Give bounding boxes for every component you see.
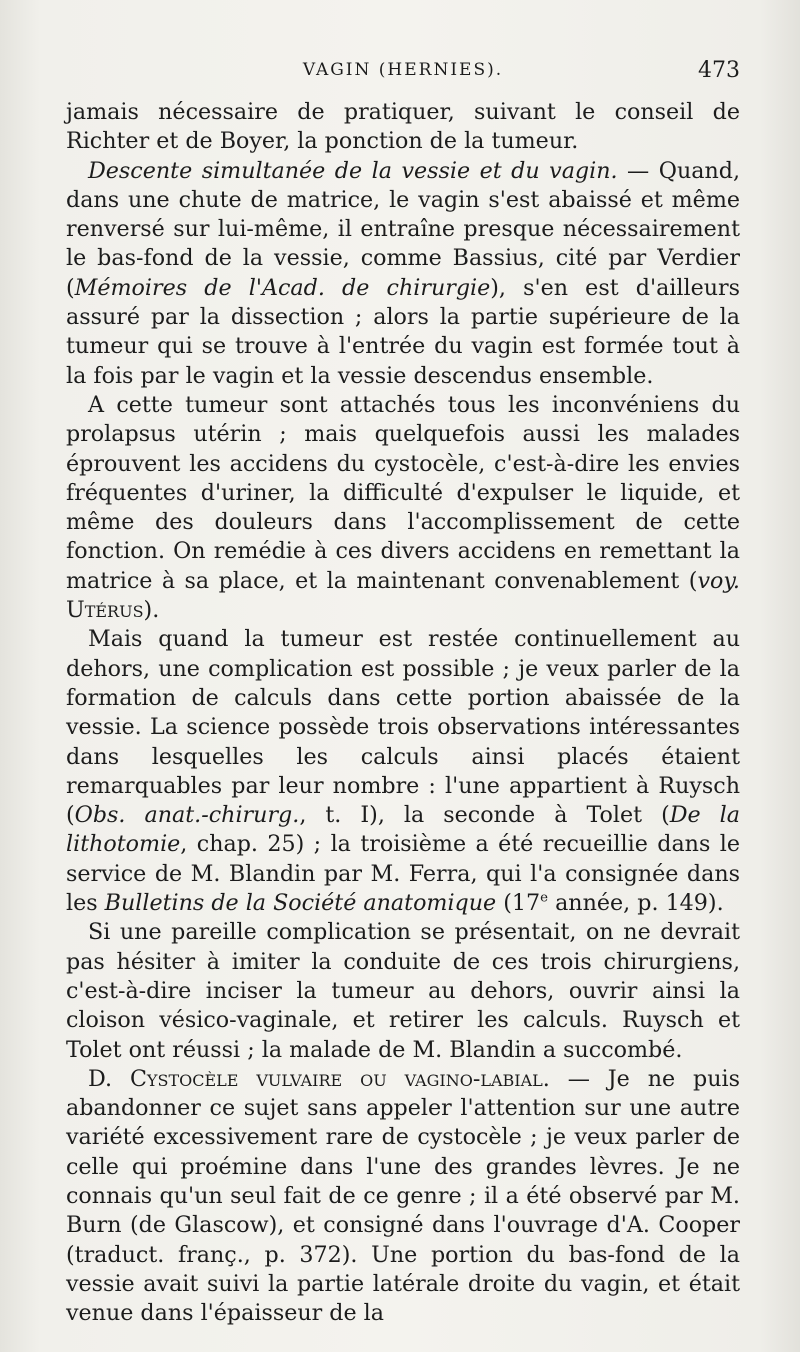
text-run: année, p. 149). [548, 890, 724, 917]
paragraph-1: jamais nécessaire de pratiquer, suivant le conseil de Richter et de Boyer, la ponction de la tumeur. [66, 99, 740, 155]
text-run: , chap. 25) ; la troisième a été recueillie dans le service de M. Blandin par M. Ferra, qui l'a consignée dans les [66, 831, 740, 917]
running-head [66, 60, 740, 96]
section-title: Descente simultanée de la vessie et du vagin. [88, 157, 618, 184]
superscript: e [540, 890, 549, 906]
work-title: Mémoires de l'Acad. de chirurgie [74, 274, 491, 301]
text-run: ). [143, 597, 160, 624]
paragraph-2 [66, 157, 740, 391]
text-run: — Quand, dans une chute de matrice, le vagin s'est abaissé et même renversé sur lui-même, il entraîne presque nécessairement le bas-fond de la vessie, comme Bassius, cité par Verdier ( [66, 157, 741, 301]
body-text [66, 98, 740, 1328]
paragraph-4 [66, 625, 740, 918]
text-run: ), s'en est d'ailleurs assuré par la dissection ; alors la partie supérieure de la tumeur qui se trouve à l'entrée du vagin est formée tout à la fois par le vagin et la vessie descendus ensemble. [66, 274, 740, 389]
text-run: A cette tumeur sont attachés tous les inconvéniens du prolapsus utérin ; mais quelquefois aussi les malades éprouvent les accidens du cystocèle, c'est-à-dire les envies fréquentes d'uriner, la difficulté d'expulser le liquide, et même des douleurs dans l'accomplissement de cette fonction. On remédie à ces divers accidens en remettant la matrice à sa place, et la maintenant convenablement ( [66, 391, 740, 594]
cross-reference-target: Utérus [66, 597, 144, 624]
text-run: Mais quand la tumeur est restée continuellement au dehors, une complication est possible ; je veux parler de la formation de calculs dans cette portion abaissée de la vessie. La science possède trois observations intéressantes dans lesquelles les calculs ainsi placés étaient remarquables par leur nombre : l'une appartient à Ruysch ( [66, 626, 740, 829]
text-run: — Je ne puis abandonner ce sujet sans appeler l'attention sur une autre variété excessivement rare de cystocèle ; je veux parler de celle qui proémine dans l'une des grandes lèvres. Je ne connais qu'un seul fait de ce genre ; il a été observé par M. Burn (de Glascow), et consigné dans l'ouvrage d'A. Cooper (traduct. franç., p. 372). Une portion du bas-fond de la vessie avait suivi la partie latérale droite du vagin, et était venue dans l'épaisseur de la [66, 1065, 740, 1327]
work-title: Bulletins de la Société anatomique [104, 890, 497, 917]
work-title: De la lithotomie [66, 802, 741, 858]
running-title: VAGIN (HERNIES). [302, 60, 504, 80]
paragraph-6 [66, 1065, 740, 1329]
paragraph-3 [66, 391, 740, 625]
work-title: Obs. anat.-chirurg. [74, 802, 300, 829]
text-run: , t. I), la seconde à Tolet ( [299, 802, 670, 829]
paragraph-5: Si une pareille complication se présentait, on ne devrait pas hésiter à imiter la conduite de ces trois chirurgiens, c'est-à-dire inciser la tumeur au dehors, ouvrir ainsi la cloison vésico-vaginale, et retirer les calculs. Ruysch et Tolet ont réussi ; la malade de M. Blandin a succombé. [66, 919, 740, 1063]
text-run: (17 [496, 890, 541, 917]
cross-reference-voy: voy. [697, 567, 740, 594]
page-number: 473 [698, 58, 740, 83]
section-title: D. Cystocèle vulvaire ou vagino-labial. [88, 1065, 550, 1092]
